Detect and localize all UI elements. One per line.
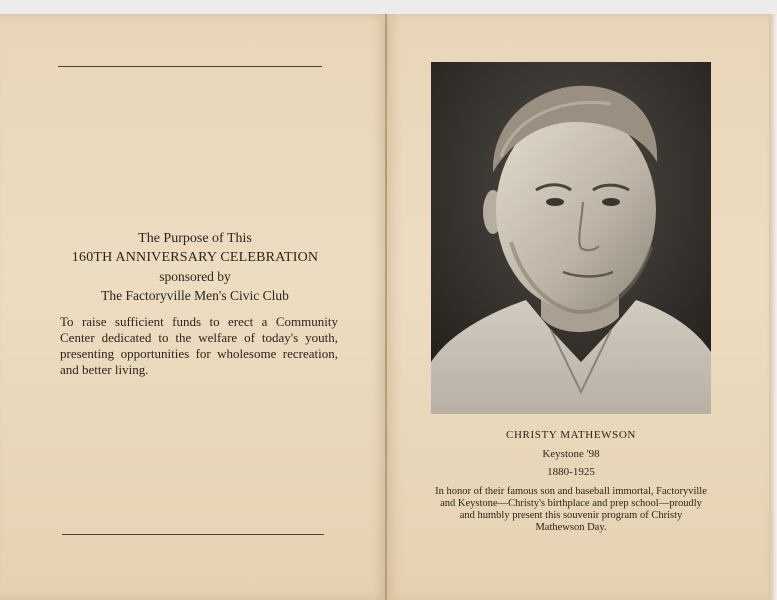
celebration-title: 160TH ANNIVERSARY CELEBRATION <box>71 250 319 265</box>
top-divider <box>58 66 322 67</box>
sponsored-by: sponsored by <box>159 269 231 284</box>
honoree-years: 1880-1925 <box>547 466 595 478</box>
tribute-text: In honor of their famous son and baseball immortal, Factoryville and Keystone—Christy's birthplace and prep school—proudly and humbly present this souvenir program of Christy Mathewson Day. <box>435 486 707 533</box>
portrait-photo-icon <box>431 62 711 414</box>
page-edge <box>769 14 777 600</box>
bottom-divider <box>62 534 324 535</box>
purpose-title: The Purpose of This <box>138 231 252 246</box>
left-page <box>0 14 386 600</box>
honoree-school: Keystone '98 <box>542 448 600 460</box>
photo-caption <box>430 428 712 534</box>
purpose-block <box>50 230 340 378</box>
scan-background <box>0 0 777 15</box>
purpose-text: To raise sufficient funds to erect a Community Center dedicated to the welfare of today's youth, presenting opportunities for wholesome recreation, and better living. <box>60 314 338 377</box>
honoree-name: CHRISTY MATHEWSON <box>506 429 636 441</box>
club-name: The Factoryville Men's Civic Club <box>101 288 289 303</box>
